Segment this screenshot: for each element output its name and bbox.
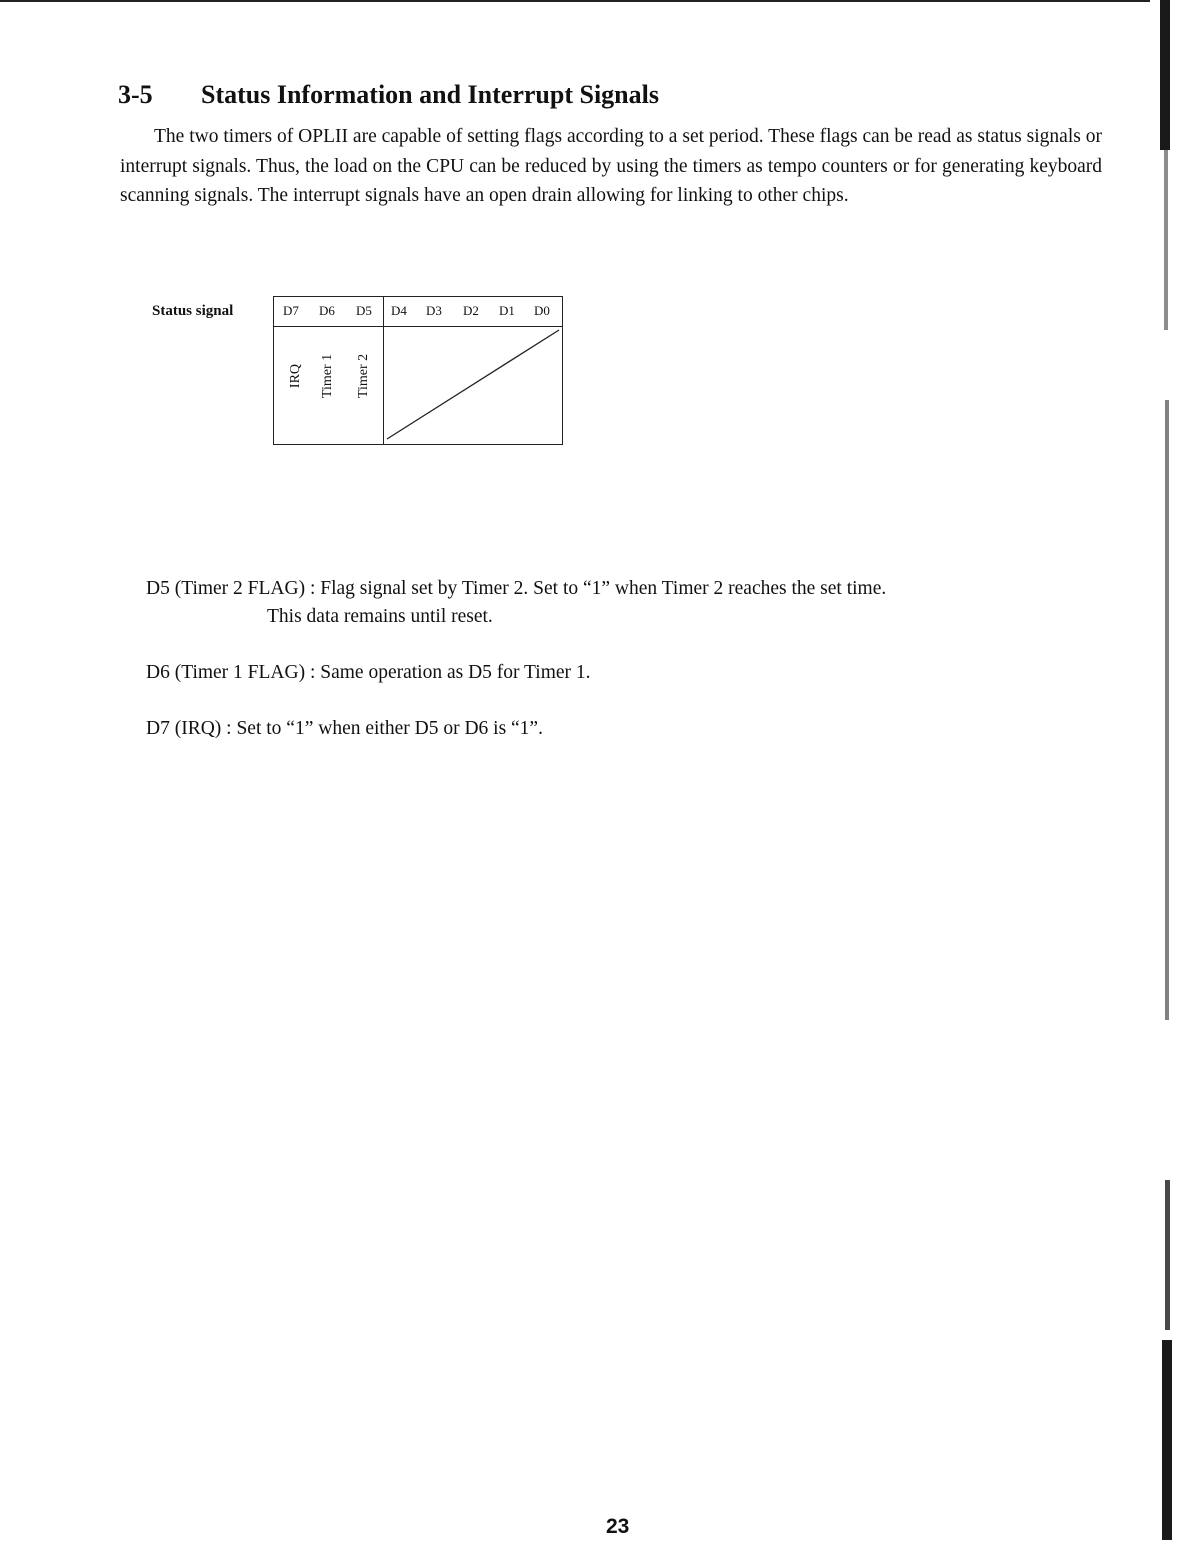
status-signal-label: Status signal: [152, 303, 234, 319]
field-irq: [287, 337, 305, 415]
field-timer-1-label: Timer 1: [320, 353, 335, 399]
field-timer-2-label: Timer 2: [356, 353, 371, 399]
page-number: 23: [606, 1515, 630, 1538]
desc-d7: [146, 718, 543, 740]
desc-d5-text: : Flag signal set by Timer 2. Set to “1” when Timer 2 reaches the set time.: [309, 578, 887, 599]
desc-d6-text: : Same operation as D5 for Timer 1.: [309, 662, 591, 683]
desc-d7-bit: D7: [146, 718, 170, 739]
section-title: Status Information and Interrupt Signals: [201, 80, 659, 109]
bit-d5: D5: [356, 303, 372, 318]
bit-d0: D0: [534, 303, 550, 318]
bit-d3: D3: [426, 303, 442, 318]
field-timer-2: [355, 337, 373, 415]
section-number: 3-5: [118, 80, 153, 109]
desc-d5: [146, 578, 886, 600]
desc-d5-bit: D5: [146, 578, 170, 599]
bit-d4: D4: [391, 303, 407, 318]
unused-bits-diagonal: [384, 327, 561, 444]
desc-d6: [146, 662, 591, 684]
bit-d2: D2: [463, 303, 479, 318]
bit-d1: D1: [499, 303, 515, 318]
top-edge-rule: [0, 0, 1150, 2]
scan-edge-shadow: [1158, 0, 1172, 1548]
desc-d5-continued: This data remains until reset.: [267, 606, 493, 627]
desc-d7-name: (IRQ): [174, 718, 222, 739]
desc-d6-bit: D6: [146, 662, 170, 683]
status-register-diagram: [273, 296, 563, 445]
section-heading: [118, 80, 659, 110]
intro-paragraph: The two timers of OPLII are capable of setting flags according to a set period. These flags can be read as status signals or interrupt signals. Thus, the load on the CPU can be reduced by using the timers as tempo counters or for generating keyboard scanning signals. The interrupt signals have an open drain allowing for linking to other chips.: [120, 126, 1102, 206]
desc-d6-name: (Timer 1 FLAG): [174, 662, 306, 683]
field-timer-1: [319, 337, 337, 415]
field-irq-label: IRQ: [288, 363, 303, 389]
bit-d7: D7: [283, 303, 299, 318]
bit-d6: D6: [319, 303, 335, 318]
desc-d5-name: (Timer 2 FLAG): [174, 578, 306, 599]
desc-d7-text: : Set to “1” when either D5 or D6 is “1”.: [226, 718, 543, 739]
